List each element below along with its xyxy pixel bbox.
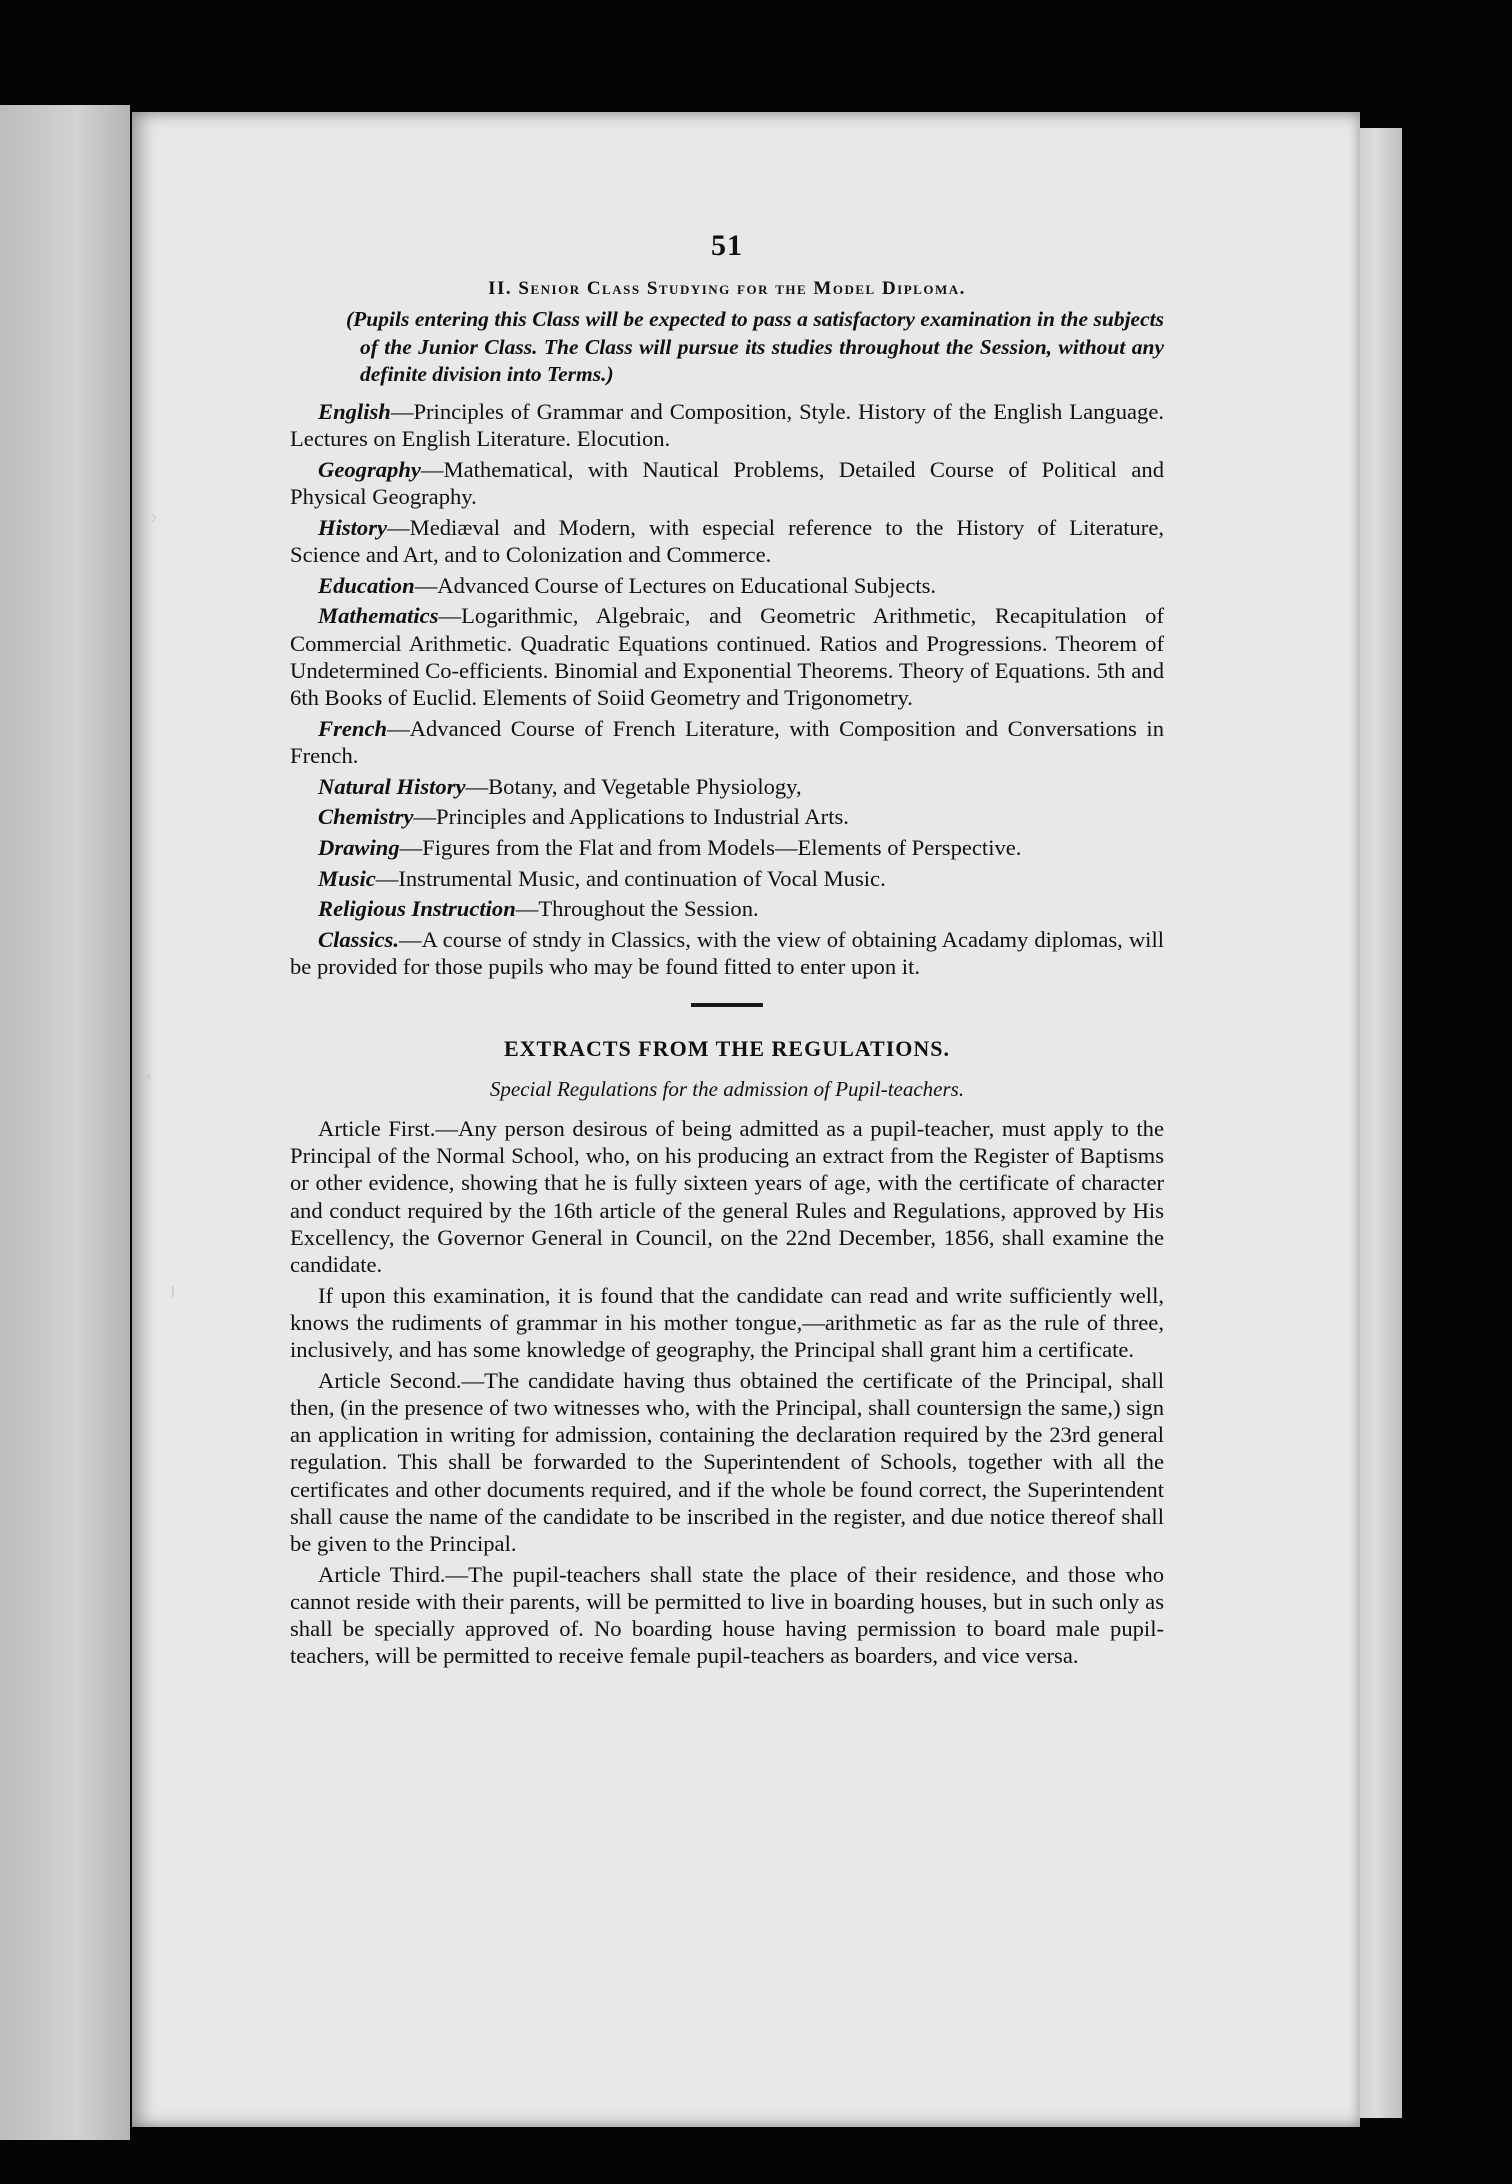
subject-text: —Instrumental Music, and continuation of Vocal Music. [375,865,886,891]
subject-paragraph [290,895,1164,922]
subject-name: Drawing [318,835,400,861]
subject-paragraph [290,803,1164,830]
subject-text: —Advanced Course of French Literature, with Composition and Conversations in French. [290,715,1164,768]
section-divider [691,1003,763,1007]
subject-name: Geography [318,456,421,482]
margin-mark: › [150,505,158,529]
subject-text: —Principles of Grammar and Composition, Style. History of the English Language. Lectures on English Literature. Elocution. [290,399,1164,452]
subject-text: —Advanced Course of Lectures on Educational Subjects. [414,572,937,598]
regulation-paragraph: Article Second.—The candidate having thus obtained the certificate of the Principal, shall then, (in the presence of two witnesses who, with the Principal, shall countersign the same,) sign an application in writing for admission, containing the declaration required by the 23rd general regulation. This shall be forwarded to the Superintendent of Schools, together with all the certificates and other documents required, and if the whole be found correct, the Superintendent shall cause the name of the candidate to be inscribed in the register, and due notice thereof shall be given to the Principal. [290,1367,1164,1557]
subject-name: French [318,715,388,741]
subject-name: Natural History [318,773,466,799]
extracts-heading: EXTRACTS FROM THE REGULATIONS. [503,1035,951,1061]
subjects-list [290,398,1164,981]
margin-mark: • [142,1065,154,1089]
page-content [290,220,1164,1673]
subject-name: Chemistry [318,804,414,830]
section-heading: II. Senior Class Studying for the Model Diploma. [488,278,966,300]
subject-name: Education [318,572,415,598]
subject-paragraph [290,865,1164,892]
subject-paragraph [290,926,1164,980]
subject-name: History [318,514,388,540]
subject-text: —Mediæval and Modern, with especial reference to the History of Literature, Science and Art, and to Colonization and Commerce. [290,514,1164,568]
regulations-subtitle: Special Regulations for the admission of Pupil-teachers. [489,1076,965,1101]
subject-paragraph [290,514,1164,568]
page-number: 51 [711,229,743,262]
subject-text: —A course of stndy in Classics, with the view of obtaining Acadamy diplomas, will be provided for those pupils who may be found fitted to enter upon it. [290,927,1164,980]
subject-paragraph [290,398,1164,452]
subject-name: Classics. [318,927,399,953]
regulation-paragraph: Article Third.—The pupil-teachers shall state the place of their residence, and those who cannot reside with their parents, will be permitted to live in boarding houses, but in such only as shall be specially approved of. No boarding house having permission to board male pupil-teachers, will be permitted to receive female pupil-teachers as boarders, and vice versa. [290,1561,1164,1669]
subject-paragraph [290,715,1164,769]
regulations-list [290,1115,1164,1670]
subject-name: Mathematics [318,603,439,629]
subject-paragraph [290,602,1164,711]
margin-mark: ı [170,1278,176,1302]
subject-text: —Throughout the Session. [515,896,759,922]
subject-text: —Mathematical, with Nautical Problems, Detailed Course of Political and Physical Geography. [290,456,1164,510]
subject-text: —Principles and Applications to Industrial Arts. [413,804,849,830]
facing-page-edge [0,105,130,2140]
subject-paragraph [290,456,1164,510]
subject-paragraph [290,773,1164,800]
subject-text: —Figures from the Flat and from Models—Elements of Perspective. [399,835,1022,861]
subject-name: Music [318,865,376,891]
subject-paragraph [290,834,1164,861]
regulation-paragraph: Article First.—Any person desirous of being admitted as a pupil-teacher, must apply to the Principal of the Normal School, who, on his producing an extract from the Register of Baptisms or other evidence, showing that he is fully sixteen years of age, with the certificate of character and conduct required by the 16th article of the general Rules and Regulations, approved by His Excellency, the Governor General in Council, on the 22nd December, 1856, shall examine the candidate. [290,1115,1164,1277]
subject-text: —Botany, and Vegetable Physiology, [465,773,802,799]
regulation-paragraph: If upon this examination, it is found that the candidate can read and write sufficiently well, knows the rudiments of grammar in his mother tongue,—arithmetic as far as the rule of three, inclusively, and has some knowledge of geography, the Principal shall grant him a certificate. [290,1282,1164,1363]
subject-name: English [318,399,391,425]
subject-name: Religious Instruction [318,896,516,922]
subject-paragraph [290,572,1164,599]
section-note: (Pupils entering this Class will be expected to pass a satisfactory examination in the subjects of the Junior Class. The Class will pursue its studies throughout the Session, without any definite division into Terms.) [346,307,1164,386]
subject-text: —Logarithmic, Algebraic, and Geometric Arithmetic, Recapitulation of Commercial Arithmetic. Quadratic Equations continued. Ratios and Progressions. Theorem of Undetermined Co-efficients. Binomial and Exponential Theorems. Theory of Equations. 5th and 6th Books of Euclid. Elements of Soiid Geometry and Trigonometry. [290,603,1164,711]
